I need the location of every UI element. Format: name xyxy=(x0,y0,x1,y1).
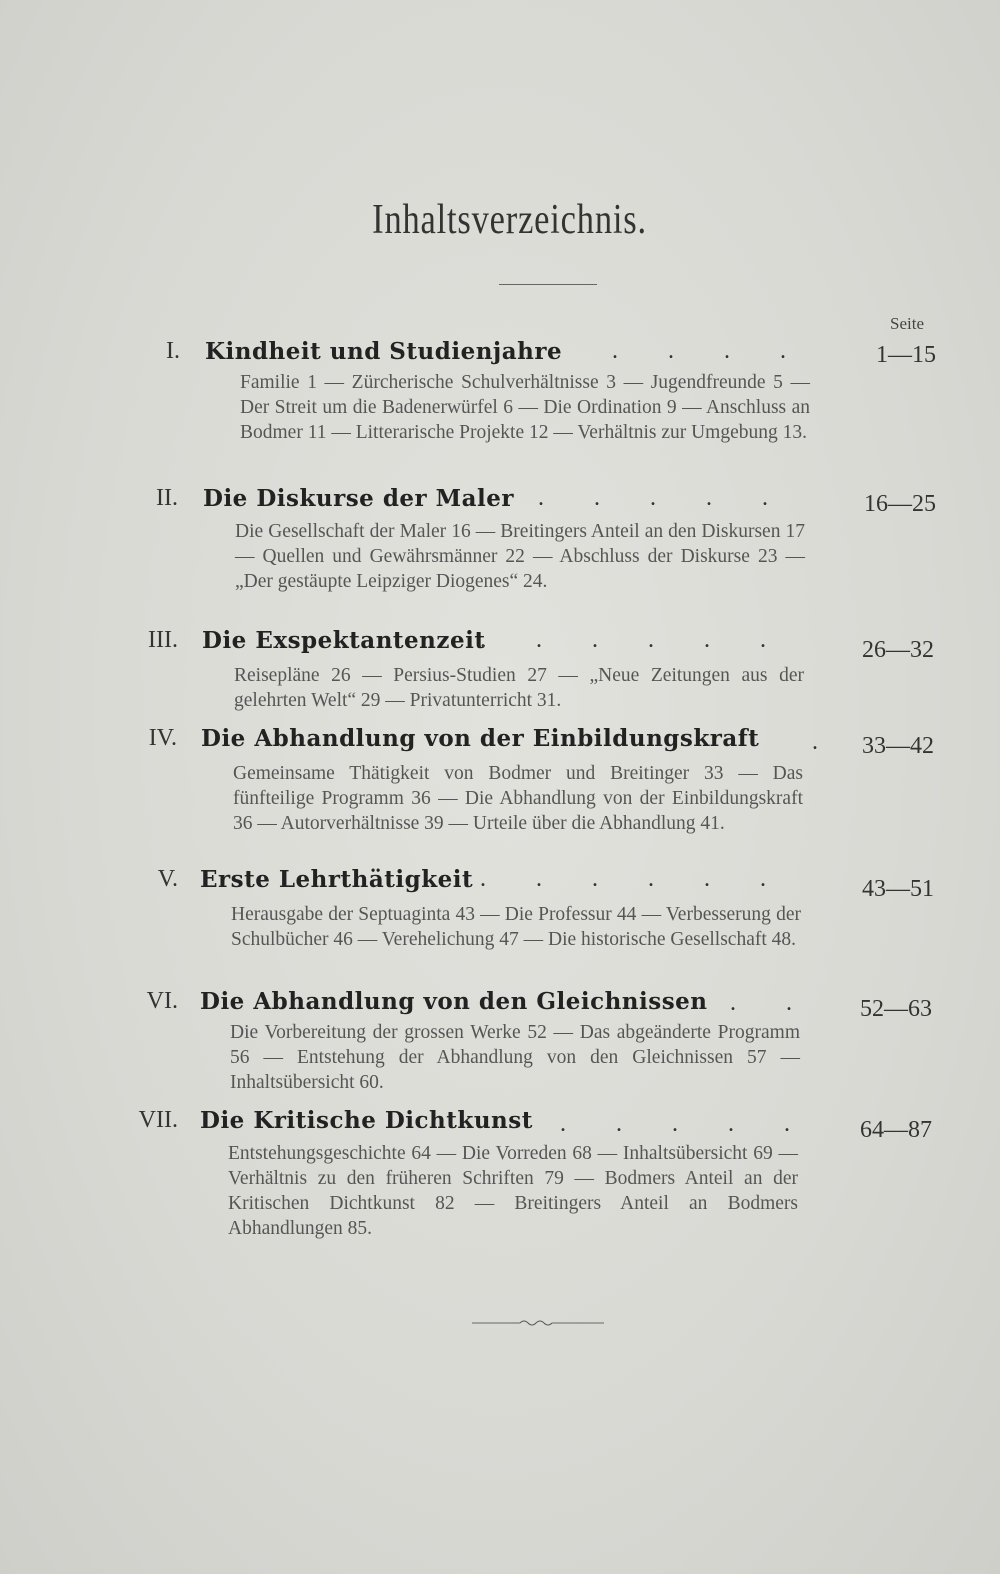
chapter-pages: 64—87 xyxy=(860,1117,932,1143)
chapter-numeral: VII. xyxy=(138,1107,178,1133)
leader-dots: . xyxy=(812,729,840,755)
chapter-title: Kindheit und Studienjahre xyxy=(205,338,563,365)
leader-dots: . . . . . . xyxy=(480,627,788,653)
page-title: Inhaltsverzeichnis. xyxy=(372,197,647,243)
chapter-numeral: V. xyxy=(157,866,178,892)
chapter-pages: 26—32 xyxy=(862,637,934,663)
chapter-pages: 43—51 xyxy=(862,876,934,902)
chapter-title: Die Abhandlung von der Einbildungskraft xyxy=(201,725,760,752)
page-column-header: Seite xyxy=(890,314,924,333)
chapter-numeral: I. xyxy=(166,338,180,364)
chapter-numeral: III. xyxy=(148,627,178,653)
chapter-summary: Die Gesellschaft der Maler 16 — Breitingers Anteil an den Diskursen 17 — Quellen und Gewährsmänner 22 — Abschluss der Diskurse 23 — „Der gestäupte Leipziger Diogenes“ 24. xyxy=(235,521,805,592)
chapter-summary: Entstehungsgeschichte 64 — Die Vorreden 68 — Inhaltsübersicht 69 — Verhältnis zu den früheren Schriften 79 — Bodmers Anteil an der Kritischen Dichtkunst 82 — Breitingers Anteil an Bodmers Abhandlungen 85. xyxy=(228,1143,798,1239)
chapter-pages: 1—15 xyxy=(876,342,936,368)
leader-dots: . . . . . xyxy=(560,1111,812,1137)
title-divider xyxy=(499,284,597,285)
leader-dots: . . . . . . xyxy=(480,866,788,892)
chapter-summary: Herausgabe der Septuaginta 43 — Die Professur 44 — Verbesserung der Schulbücher 46 — Verehelichung 47 — Die historische Gesellschaft 48. xyxy=(231,904,801,950)
chapter-pages: 33—42 xyxy=(862,733,934,759)
chapter-pages: 52—63 xyxy=(860,996,932,1022)
chapter-summary: Gemeinsame Thätigkeit von Bodmer und Breitinger 33 — Das fünfteilige Programm 36 — Die Abhandlung von der Einbildungskraft 36 — Autorverhältnisse 39 — Urteile über die Abhandlung 41. xyxy=(233,763,803,834)
chapter-title: Die Kritische Dichtkunst xyxy=(200,1107,533,1134)
chapter-title: Die Abhandlung von den Gleichnissen xyxy=(200,988,708,1015)
chapter-title: Die Diskurse der Maler xyxy=(203,485,515,512)
chapter-title: Die Exspektantenzeit xyxy=(202,627,486,654)
chapter-numeral: VI. xyxy=(146,988,178,1014)
chapter-numeral: II. xyxy=(156,485,178,511)
chapter-title: Erste Lehrthätigkeit xyxy=(200,866,474,893)
chapter-summary: Die Vorbereitung der grossen Werke 52 — Das abgeänderte Programm 56 — Entstehung der Abhandlung von den Gleichnissen 57 — Inhaltsübersicht 60. xyxy=(230,1022,800,1093)
leader-dots: . . xyxy=(730,990,814,1016)
chapter-pages: 16—25 xyxy=(864,491,936,517)
chapter-numeral: IV. xyxy=(148,725,177,751)
leader-dots: . . . . . xyxy=(538,485,790,511)
chapter-summary: Familie 1 — Zürcherische Schulverhältnisse 3 — Jugendfreunde 5 — Der Streit um die Badenerwürfel 6 — Die Ordination 9 — Anschluss an Bodmer 11 — Litterarische Projekte 12 — Verhältnis zur Umgebung 13. xyxy=(240,372,810,443)
chapter-summary: Reisepläne 26 — Persius-Studien 27 — „Neue Zeitungen aus der gelehrten Welt“ 29 — Privatunterricht 31. xyxy=(234,665,804,711)
leader-dots: . . . . xyxy=(612,338,808,364)
closing-ornament-icon xyxy=(472,1318,604,1328)
